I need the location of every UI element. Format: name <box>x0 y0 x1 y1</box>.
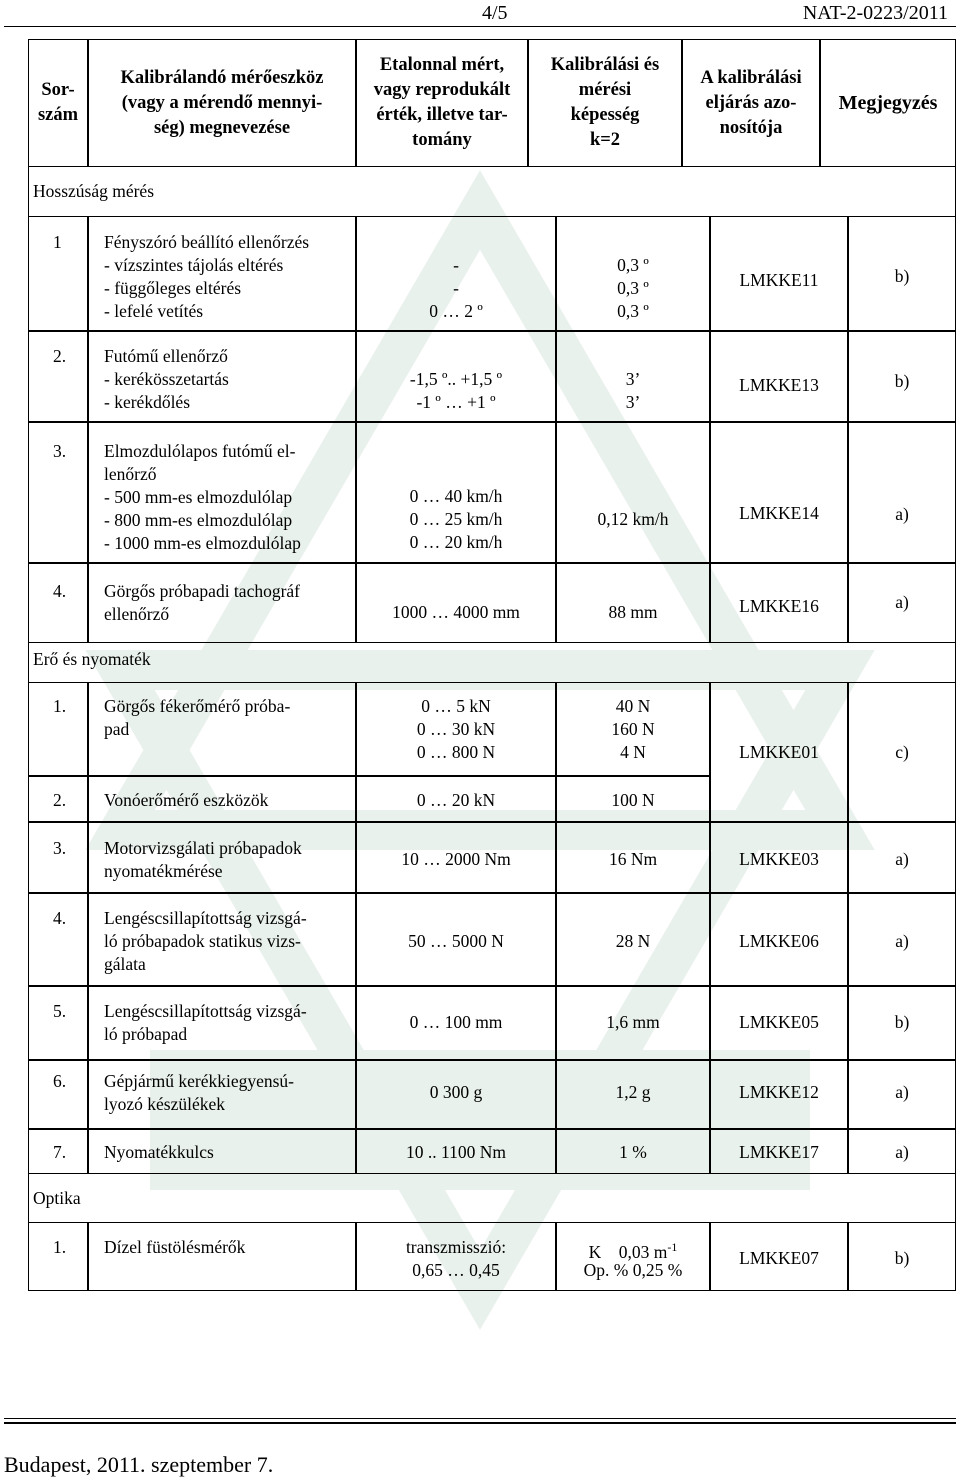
remark: a) <box>895 504 909 524</box>
range-value: -1,5 º.. +1,5 º -1 º … +1 º <box>409 369 503 412</box>
range-value: - - 0 … 2 º <box>429 255 483 321</box>
procedure-id: LMKKE16 <box>739 596 819 616</box>
capability-value: 28 N <box>615 931 651 951</box>
remark: a) <box>895 849 909 869</box>
range-value: 0 … 20 kN <box>416 790 496 810</box>
row-number: 1. <box>53 696 67 716</box>
col-header-remark: Megjegyzés <box>820 39 956 167</box>
table-row <box>28 331 956 422</box>
procedure-id: LMKKE13 <box>739 375 819 395</box>
remark: b) <box>894 266 910 286</box>
instrument-name: Futómű ellenőrző - kerékösszetartás - kerékdőlés <box>104 346 229 412</box>
remark: c) <box>895 742 909 762</box>
row-number: 5. <box>53 1001 67 1021</box>
table-row <box>28 893 956 986</box>
table-row <box>28 422 956 563</box>
instrument-name: Fényszóró beállító ellenőrzés - vízszintes tájolás eltérés - függőleges eltérés - lefelé vetítés <box>104 232 310 321</box>
capability-value: 0,3 º 0,3 º 0,3 º <box>617 255 649 321</box>
header-rule <box>4 26 956 27</box>
footer-place-date: Budapest, 2011. szeptember 7. <box>4 1452 274 1477</box>
table-row <box>28 1129 956 1174</box>
instrument-name: Nyomatékkulcs <box>104 1142 214 1162</box>
range-value: 0 … 100 mm <box>409 1012 503 1032</box>
row-number: 1 <box>53 232 62 252</box>
table-row <box>28 216 956 331</box>
row-number: 4. <box>53 908 67 928</box>
instrument-name: Elmozdulólapos futómű el- lenőrző - 500 mm-es elmozdulólap - 800 mm-es elmozdulólap - 1000 mm-es elmozdulólap <box>104 441 301 553</box>
instrument-name: Vonóerőmérő eszközök <box>104 790 269 810</box>
remark: b) <box>894 1248 910 1268</box>
capability-value: 1,2 g <box>615 1082 651 1102</box>
row-number: 2. <box>53 346 67 366</box>
remark: b) <box>894 1012 910 1032</box>
row-number: 3. <box>53 838 67 858</box>
remark: a) <box>895 592 909 612</box>
range-value: transzmisszió: 0,65 … 0,45 <box>405 1237 507 1280</box>
capability-k-value: K 0,03 m <box>588 1241 668 1262</box>
capability-k-exponent: -1 <box>667 1240 678 1254</box>
procedure-id: LMKKE05 <box>739 1012 819 1032</box>
remark: a) <box>895 1142 909 1162</box>
row-number: 1. <box>53 1237 67 1257</box>
row-number: 6. <box>53 1071 67 1091</box>
col-header-no: Sor- szám <box>28 39 88 167</box>
capability-value: 1,6 mm <box>606 1012 660 1032</box>
col-header-capability: Kalibrálási és mérési képesség k=2 <box>528 39 682 167</box>
table-row <box>28 986 956 1060</box>
range-value: 1000 … 4000 mm <box>392 602 520 622</box>
procedure-id: LMKKE14 <box>739 503 819 523</box>
remark: a) <box>895 931 909 951</box>
table-row <box>28 1060 956 1129</box>
range-value: 0 … 40 km/h 0 … 25 km/h 0 … 20 km/h <box>409 486 503 552</box>
instrument-name: Lengéscsillapítottság vizsgá- ló próbapad <box>104 1001 307 1044</box>
col-header-procedure-id: A kalibrálási eljárás azo- nosítója <box>682 39 820 167</box>
row-number: 3. <box>53 441 67 461</box>
capability-value: 100 N <box>611 790 655 810</box>
procedure-id: LMKKE07 <box>739 1248 819 1268</box>
instrument-name: Lengéscsillapítottság vizsgá- ló próbapadok statikus vizs- gálata <box>104 908 307 974</box>
procedure-id: LMKKE06 <box>739 931 819 951</box>
document-id: NAT-2-0223/2011 <box>802 2 948 24</box>
footer-rule <box>4 1418 956 1419</box>
procedure-id: LMKKE01 <box>739 742 819 762</box>
section-force: Erő és nyomaték <box>33 649 151 669</box>
procedure-id: LMKKE12 <box>739 1082 819 1102</box>
procedure-id: LMKKE17 <box>739 1142 819 1162</box>
capability-value: 40 N 160 N 4 N <box>611 696 655 762</box>
col-header-instrument: Kalibrálandó mérőeszköz (vagy a mérendő mennyi- ség) megnevezése <box>88 39 356 167</box>
page-number: 4/5 <box>482 2 508 24</box>
capability-value: 0,12 km/h <box>597 509 669 529</box>
capability-value: 3’ 3’ <box>625 369 641 412</box>
instrument-name: Motorvizsgálati próbapadok nyomatékmérése <box>104 838 302 881</box>
range-value: 10 .. 1100 Nm <box>406 1142 506 1162</box>
instrument-name: Görgős fékerőmérő próba- pad <box>104 696 291 739</box>
instrument-name: Gépjármű kerékkiegyensú- lyozó készülékek <box>104 1071 294 1114</box>
capability-value: 88 mm <box>608 602 658 622</box>
col-header-range: Etalonnal mért, vagy reprodukált érték, illetve tar- tomány <box>356 39 528 167</box>
capability-value: 16 Nm <box>608 849 658 869</box>
section-length: Hosszúság mérés <box>33 181 155 201</box>
range-value: 0 300 g <box>429 1082 483 1102</box>
capability-op: Op. % 0,25 % <box>583 1260 683 1280</box>
table-row <box>28 776 956 822</box>
procedure-id: LMKKE11 <box>739 270 819 290</box>
instrument-name: Görgős próbapadi tachográf ellenőrző <box>104 581 301 624</box>
range-value: 50 … 5000 N <box>408 931 504 951</box>
capability-value: 1 % <box>619 1142 647 1162</box>
row-number: 2. <box>53 790 67 810</box>
footer-rule-thick <box>4 1422 956 1424</box>
row-number: 7. <box>53 1142 67 1162</box>
instrument-name: Dízel füstölésmérők <box>104 1237 246 1257</box>
procedure-id: LMKKE03 <box>739 849 819 869</box>
remark: b) <box>894 371 910 391</box>
table-row <box>28 1222 956 1291</box>
range-value: 10 … 2000 Nm <box>401 849 511 869</box>
table-row <box>28 822 956 893</box>
row-number: 4. <box>53 581 67 601</box>
table-row <box>28 563 956 643</box>
range-value: 0 … 5 kN 0 … 30 kN 0 … 800 N <box>416 696 496 762</box>
section-optics: Optika <box>33 1188 81 1208</box>
remark: a) <box>895 1082 909 1102</box>
